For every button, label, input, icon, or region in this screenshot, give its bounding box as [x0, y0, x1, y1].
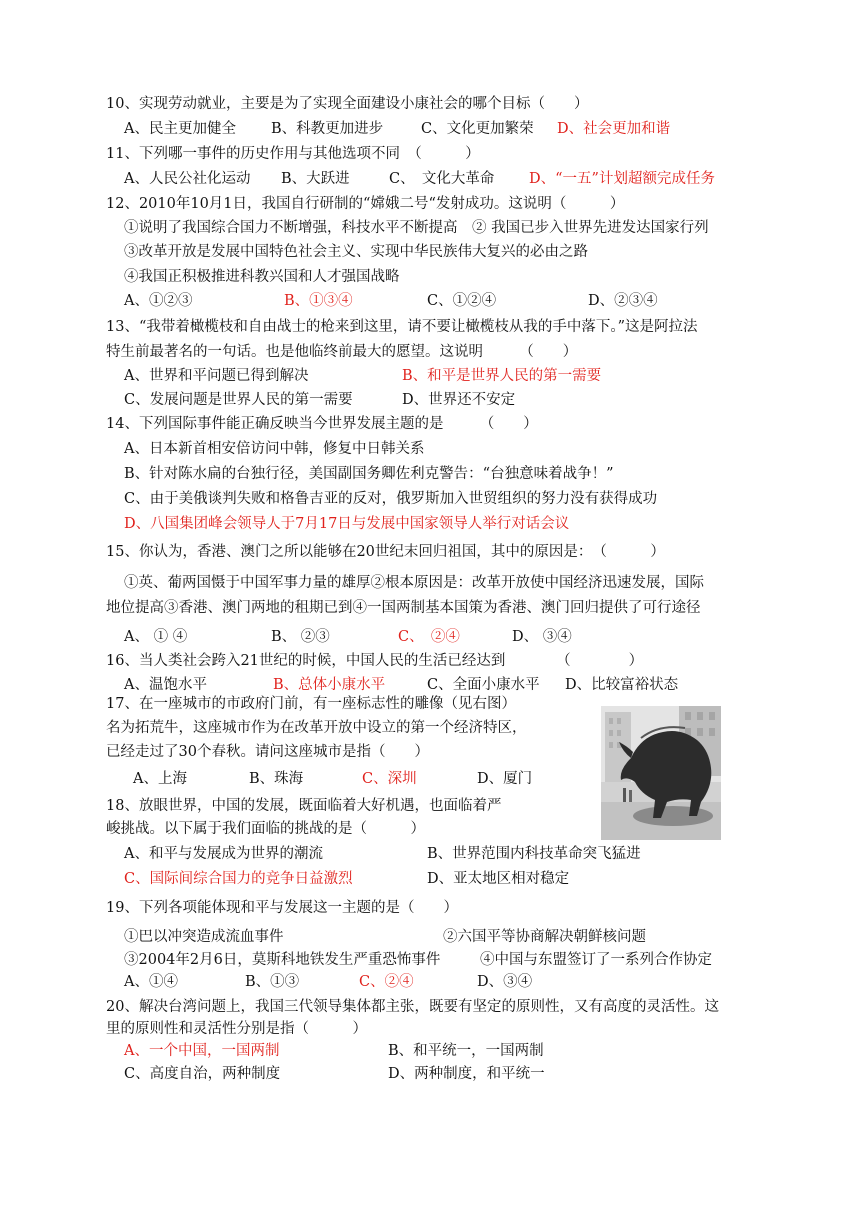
q14-stem: 14、下列国际事件能正确反映当今世界发展主题的是 （ ）: [106, 416, 538, 432]
q11-option-c: C、 文化大革命: [389, 171, 495, 187]
q18-stem-line1: 18、放眼世界，中国的发展，既面临着大好机遇，也面临着严: [106, 798, 502, 814]
q19-statement-4: ④中国与东盟签订了一系列合作协定: [480, 952, 712, 968]
q15-option-c-answer: C、 ②④: [398, 629, 460, 645]
q12-option-b-answer: B、①③④: [284, 293, 353, 309]
q10-option-b: B、科教更加进步: [271, 121, 384, 137]
q17-option-a: A、上海: [133, 771, 187, 787]
q16-option-c: C、全面小康水平: [427, 677, 540, 693]
q14-option-d-answer: D、八国集团峰会领导人于7月17日与发展中国家领导人举行对话会议: [124, 516, 570, 532]
q15-statement-line1: ①英、葡两国慑于中国军事力量的雄厚②根本原因是：改革开放使中国经济迅速发展，国际: [124, 575, 704, 591]
q10-option-d-answer: D、社会更加和谐: [557, 121, 671, 137]
q16-option-d: D、比较富裕状态: [565, 677, 679, 693]
q15-statement-line2: 地位提高③香港、澳门两地的租期已到④一国两制基本国策为香港、澳门回归提供了可行途径: [106, 600, 701, 616]
q18-stem-line2: 峻挑战。以下属于我们面临的挑战的是（ ）: [106, 821, 425, 837]
q11-option-d-answer: D、“一五”计划超额完成任务: [529, 171, 715, 187]
q15-stem: 15、你认为，香港、澳门之所以能够在20世纪末回归祖国，其中的原因是： （ ）: [106, 544, 665, 560]
q17-stem-line2: 名为拓荒牛，这座城市作为在改革开放中设立的第一个经济特区，: [106, 720, 527, 736]
q16-option-a: A、温饱水平: [124, 677, 207, 693]
q18-option-b: B、世界范围内科技革命突飞猛进: [427, 846, 641, 862]
q19-option-a: A、①④: [124, 974, 178, 990]
bull-sculpture-photo: [601, 706, 721, 840]
q14-option-b: B、针对陈水扁的台独行径，美国副国务卿佐利克警告：“台独意味着战争！”: [124, 466, 614, 482]
q13-option-d: D、世界还不安定: [402, 392, 516, 408]
q17-option-d: D、厦门: [477, 771, 533, 787]
q15-option-b: B、 ②③: [271, 629, 330, 645]
q14-option-c: C、由于美俄谈判失败和格鲁吉亚的反对，俄罗斯加入世贸组织的努力没有获得成功: [124, 491, 658, 507]
q18-option-a: A、和平与发展成为世界的潮流: [124, 846, 323, 862]
q18-option-d: D、亚太地区相对稳定: [427, 871, 570, 887]
q11-option-b: B、大跃进: [281, 171, 350, 187]
q19-statement-1: ①巴以冲突造成流血事件: [124, 929, 284, 945]
q12-option-c: C、①②④: [427, 293, 497, 309]
q13-option-b-answer: B、和平是世界人民的第一需要: [402, 368, 602, 384]
q13-option-c: C、发展问题是世界人民的第一需要: [124, 392, 353, 408]
q12-option-d: D、②③④: [588, 293, 658, 309]
q19-option-b: B、①③: [245, 974, 300, 990]
q19-option-d: D、③④: [477, 974, 533, 990]
q19-stem: 19、下列各项能体现和平与发展这一主题的是（ ）: [106, 900, 458, 916]
q15-option-d: D、 ③④: [512, 629, 572, 645]
q19-option-c-answer: C、②④: [359, 974, 414, 990]
q17-stem-line3: 已经走过了30个春秋。请问这座城市是指（ ）: [106, 744, 429, 760]
q15-option-a: A、 ① ④: [124, 629, 188, 645]
q20-option-b: B、和平统一，一国两制: [388, 1043, 544, 1059]
q20-option-a-answer: A、一个中国，一国两制: [124, 1043, 280, 1059]
q13-stem-line2: 特生前最著名的一句话。也是他临终前最大的愿望。这说明 （ ）: [106, 344, 578, 360]
q17-option-b: B、珠海: [249, 771, 304, 787]
q13-option-a: A、世界和平问题已得到解决: [124, 368, 309, 384]
q19-statement-3: ③2004年2月6日，莫斯科地铁发生严重恐怖事件: [124, 952, 441, 968]
q12-option-a: A、①②③: [124, 293, 193, 309]
q10-option-a: A、民主更加健全: [124, 121, 236, 137]
q10-stem: 10、实现劳动就业，主要是为了实现全面建设小康社会的哪个目标（ ）: [106, 96, 589, 112]
q16-stem: 16、当人类社会跨入21世纪的时候，中国人民的生活已经达到 （ ）: [106, 653, 644, 669]
q12-statement-3: ④我国正积极推进科教兴国和人才强国战略: [124, 269, 400, 285]
q12-stem: 12、2010年10月1日，我国自行研制的“嫦娥二号“发射成功。这说明（ ）: [106, 196, 625, 212]
q20-option-c: C、高度自治，两种制度: [124, 1066, 281, 1082]
q17-stem-line1: 17、在一座城市的市政府门前，有一座标志性的雕像（见右图）: [106, 696, 516, 712]
q17-option-c-answer: C、深圳: [362, 771, 417, 787]
q13-stem-line1: 13、“我带着橄榄枝和自由战士的枪来到这里，请不要让橄榄枝从我的手中落下。”这是阿拉法: [106, 319, 698, 335]
q20-option-d: D、两种制度，和平统一: [388, 1066, 545, 1082]
q12-statement-2: ③改革开放是发展中国特色社会主义、实现中华民族伟大复兴的必由之路: [124, 244, 588, 260]
q16-option-b-answer: B、总体小康水平: [273, 677, 386, 693]
q11-stem: 11、下列哪一事件的历史作用与其他选项不同 （ ）: [106, 146, 480, 162]
q12-statement-1: ①说明了我国综合国力不断增强，科技水平不断提高 ② 我国已步入世界先进发达国家行列: [124, 220, 709, 236]
q11-option-a: A、人民公社化运动: [124, 171, 251, 187]
q14-option-a: A、日本新首相安倍访问中韩，修复中日韩关系: [124, 441, 425, 457]
q10-option-c: C、文化更加繁荣: [421, 121, 534, 137]
q20-stem-line2: 里的原则性和灵活性分别是指（ ）: [106, 1021, 367, 1037]
q18-option-c-answer: C、国际间综合国力的竞争日益激烈: [124, 871, 353, 887]
q19-statement-2: ②六国平等协商解决朝鲜核问题: [443, 929, 646, 945]
q20-stem-line1: 20、解决台湾问题上，我国三代领导集体都主张，既要有坚定的原则性，又有高度的灵活性。这: [106, 999, 719, 1015]
